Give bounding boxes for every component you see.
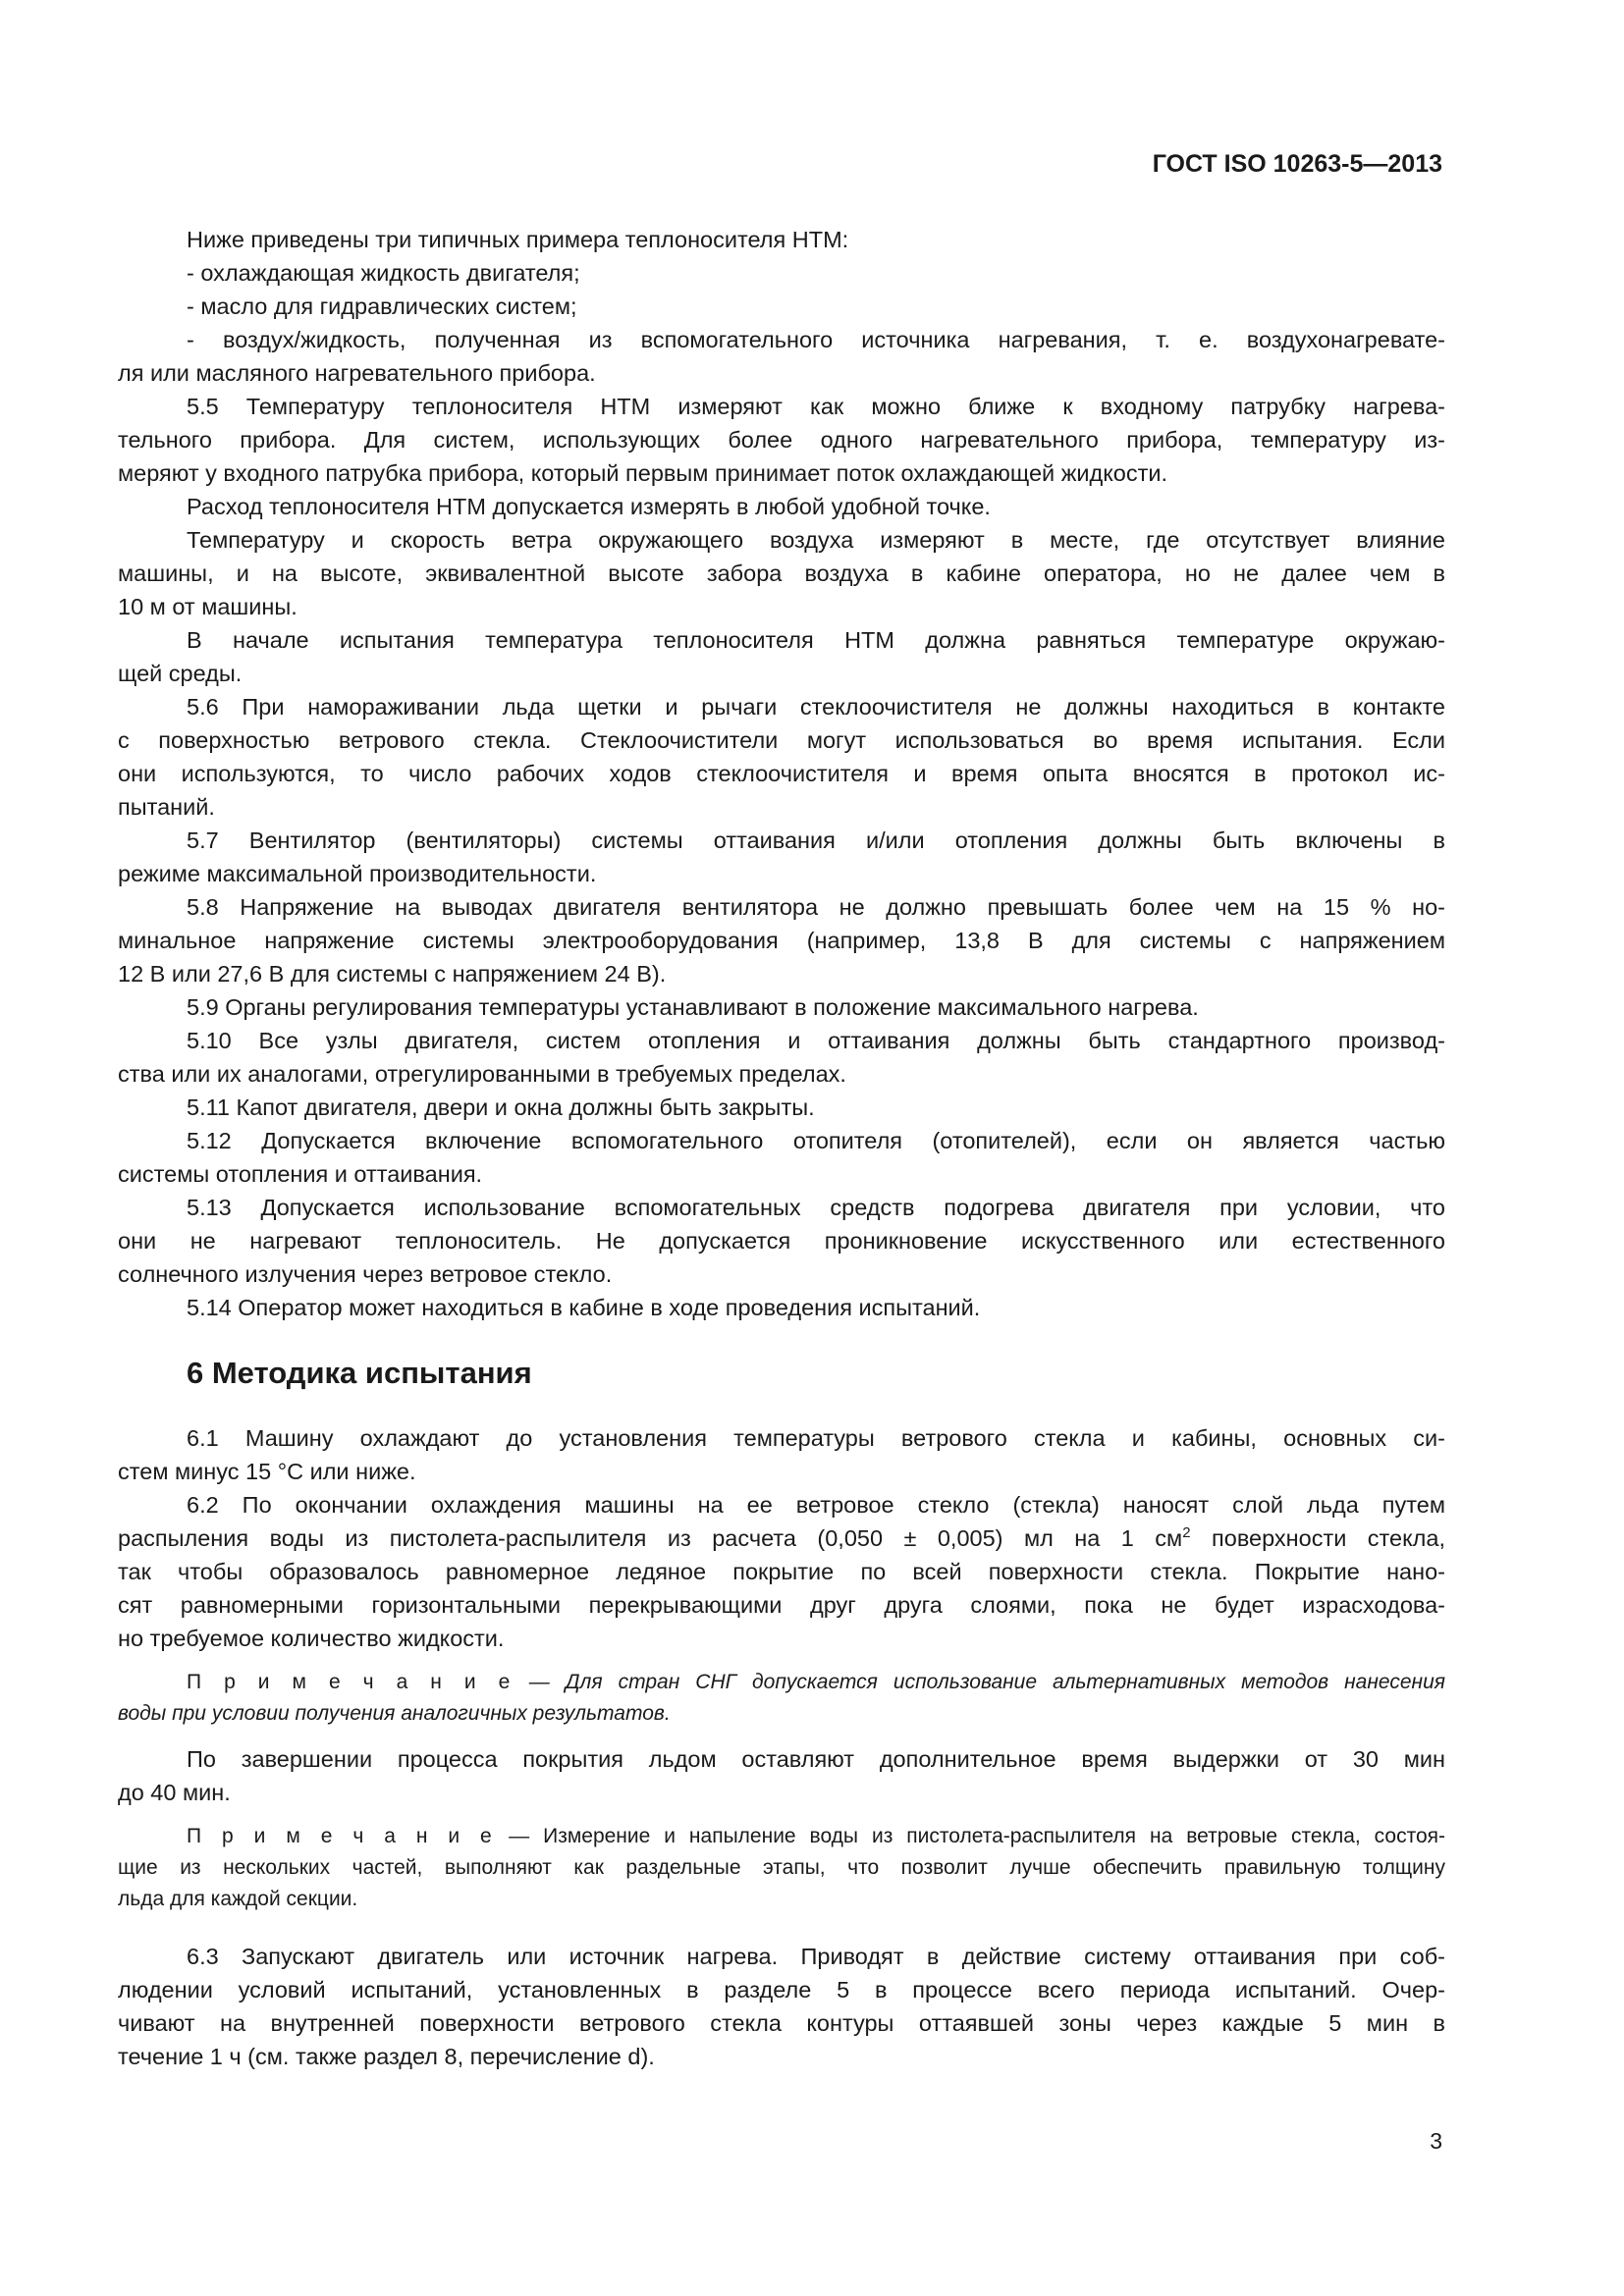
clause-5-6: 5.6 При намораживании льда щетки и рычаги стеклоочистителя не должны находиться в контакте — [187, 694, 1445, 720]
paragraph-line: они не нагревают теплоноситель. Не допускается проникновение искусственного или естественного — [118, 1228, 1445, 1254]
clause-5-14: 5.14 Оператор может находиться в кабине в ходе проведения испытаний. — [187, 1295, 981, 1320]
paragraph-line: пытаний. — [118, 794, 215, 820]
clause-5-12: 5.12 Допускается включение вспомогательного отопителя (отопителей), если он является частью — [187, 1128, 1445, 1153]
paragraph-line: до 40 мин. — [118, 1780, 231, 1805]
paragraph-line: В начале испытания температура теплоносителя НТМ должна равняться температуре окружаю- — [187, 627, 1445, 653]
note-text: — Измерение и напыление воды из пистолета-распылителя на ветровые стекла, состоя- — [495, 1825, 1445, 1847]
paragraph-line: 12 В или 27,6 В для системы с напряжением 24 В). — [118, 961, 667, 987]
paragraph-line: минальное напряжение системы электрооборудования (например, 13,8 В для системы с напряжением — [118, 928, 1445, 953]
paragraph-line: так чтобы образовалось равномерное ледяное покрытие по всей поверхности стекла. Покрытие нано- — [118, 1559, 1445, 1584]
list-item: - воздух/жидкость, полученная из вспомогательного источника нагревания, т. е. воздухонагревате- — [187, 327, 1445, 352]
paragraph-line: ля или масляного нагревательного прибора. — [118, 360, 596, 386]
note-label: П р и м е ч а н и е — [187, 1671, 514, 1693]
paragraph-line: Температуру и скорость ветра окружающего воздуха измеряют в месте, где отсутствует влияние — [187, 527, 1445, 553]
clause-5-9: 5.9 Органы регулирования температуры устанавливают в положение максимального нагрева. — [187, 994, 1199, 1020]
paragraph-line: По завершении процесса покрытия льдом оставляют дополнительное время выдержки от 30 мин — [187, 1746, 1445, 1772]
clause-5-13: 5.13 Допускается использование вспомогательных средств подогрева двигателя при условии, что — [187, 1195, 1445, 1220]
paragraph-line: но требуемое количество жидкости. — [118, 1626, 505, 1651]
clause-5-5: 5.5 Температуру теплоносителя НТМ измеряют как можно ближе к входному патрубку нагрева- — [187, 394, 1445, 419]
paragraph-line: стем минус 15 °C или ниже. — [118, 1459, 416, 1484]
clause-6-1: 6.1 Машину охлаждают до установления температуры ветрового стекла и кабины, основных си- — [187, 1425, 1445, 1451]
text-run: распыления воды из пистолета-распылителя из расчета (0,050 ± 0,005) мл на 1 см — [118, 1525, 1183, 1551]
page-number: 3 — [1430, 2128, 1442, 2154]
paragraph-line: сят равномерными горизонтальными перекрывающими друг друга слоями, пока не будет израсходова- — [118, 1592, 1445, 1618]
paragraph-line: Ниже приведены три типичных примера теплоносителя НТМ: — [187, 227, 849, 252]
clause-5-11: 5.11 Капот двигателя, двери и окна должны быть закрыты. — [187, 1095, 815, 1120]
clause-5-8: 5.8 Напряжение на выводах двигателя вентилятора не должно превышать более чем на 15 % но- — [187, 894, 1445, 920]
paragraph-line: людении условий испытаний, установленных в разделе 5 в процессе всего периода испытаний. Очер- — [118, 1977, 1445, 2002]
paragraph-line: с поверхностью ветрового стекла. Стеклоочистители могут использоваться во время испытания. Если — [118, 727, 1445, 753]
note-line: щие из нескольких частей, выполняют как раздельные этапы, что позволит лучше обеспечить правильную толщину — [118, 1856, 1445, 1879]
text-run: поверхности стекла, — [1190, 1525, 1445, 1551]
clause-5-10: 5.10 Все узлы двигателя, систем отопления и оттаивания должны быть стандартного производ- — [187, 1028, 1445, 1053]
paragraph-line: машины, и на высоте, эквивалентной высоте забора воздуха в кабине оператора, но не далее чем в — [118, 561, 1445, 586]
note-line: воды при условии получения аналогичных результатов. — [118, 1702, 671, 1725]
clause-6-3: 6.3 Запускают двигатель или источник нагрева. Приводят в действие систему оттаивания при соб- — [187, 1944, 1445, 1969]
paragraph-line: системы отопления и оттаивания. — [118, 1161, 483, 1187]
note-line: льда для каждой секции. — [118, 1888, 358, 1910]
note-1 — [187, 1666, 1445, 1699]
paragraph-line: режиме максимальной производительности. — [118, 861, 597, 886]
note-label: П р и м е ч а н и е — [187, 1825, 496, 1847]
note-2 — [187, 1820, 1445, 1853]
document-header: ГОСТ ISO 10263-5—2013 — [1152, 150, 1442, 178]
list-item: - охлаждающая жидкость двигателя; — [187, 260, 580, 286]
clause-6-2: 6.2 По окончании охлаждения машины на ее ветровое стекло (стекла) наносят слой льда путем — [187, 1492, 1445, 1518]
paragraph-line: они используются, то число рабочих ходов стеклоочистителя и время опыта вносятся в протокол ис- — [118, 761, 1445, 786]
list-item: - масло для гидравлических систем; — [187, 294, 577, 319]
paragraph-line: щей среды. — [118, 661, 243, 686]
paragraph-line: тельного прибора. Для систем, использующих более одного нагревательного прибора, температуру из- — [118, 427, 1445, 453]
paragraph-line: солнечного излучения через ветровое стекло. — [118, 1261, 613, 1287]
paragraph-line: чивают на внутренней поверхности ветрового стекла контуры оттаявшей зоны через каждые 5 мин в — [118, 2010, 1445, 2036]
paragraph-line: 10 м от машины. — [118, 594, 298, 619]
paragraph-line: Расход теплоносителя НТМ допускается измерять в любой удобной точке. — [187, 494, 991, 519]
paragraph-line: течение 1 ч (см. также раздел 8, перечисление d). — [118, 2044, 655, 2069]
superscript: 2 — [1182, 1524, 1191, 1541]
paragraph-line — [118, 1522, 1445, 1555]
section-heading: 6 Методика испытания — [187, 1356, 532, 1390]
paragraph-line: ства или их аналогами, отрегулированными в требуемых пределах. — [118, 1061, 846, 1087]
clause-5-7: 5.7 Вентилятор (вентиляторы) системы оттаивания и/или отопления должны быть включены в — [187, 828, 1445, 853]
paragraph-line: меряют у входного патрубка прибора, который первым принимает поток охлаждающей жидкости. — [118, 460, 1168, 486]
note-text: — Для стран СНГ допускается использование альтернативных методов нанесения — [513, 1671, 1445, 1693]
